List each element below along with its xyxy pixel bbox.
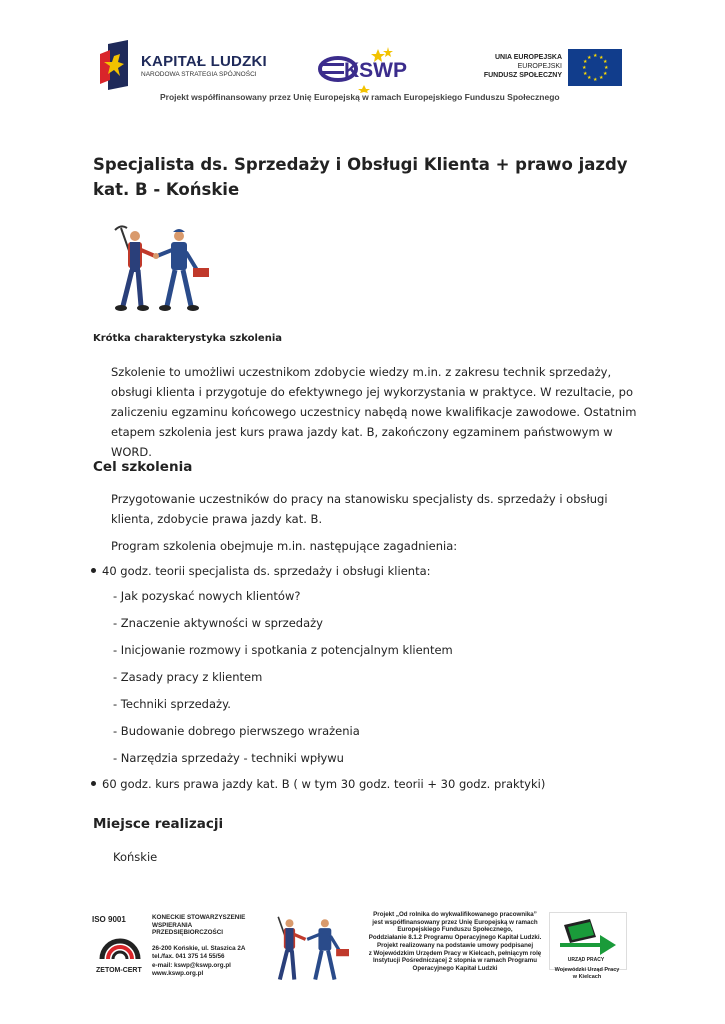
svg-text:★: ★ <box>582 65 587 71</box>
org-name-line: KONECKIE STOWARZYSZENIE <box>152 914 246 921</box>
list-item <box>91 561 431 581</box>
workers-handshake-illustration <box>111 222 215 314</box>
svg-text:★: ★ <box>603 59 608 65</box>
topic-item: - Budowanie dobrego pierwszego wrażenia <box>113 724 360 738</box>
kapital-ludzki-subtitle: NARODOWA STRATEGIA SPÓJNOŚCI <box>141 71 257 78</box>
project-info-line: jest współfinansowany przez Unię Europejską w ramach <box>372 918 538 926</box>
svg-text:★: ★ <box>587 75 592 81</box>
org-address-line: tel./fax. 041 375 14 55/56 <box>152 953 225 961</box>
program-intro: Program szkolenia obejmuje m.in. następujące zagadnienia: <box>111 539 458 553</box>
iso-label: ISO 9001 <box>92 915 126 924</box>
eu-line: EUROPEJSKI <box>517 63 562 70</box>
topic-item: - Zasady pracy z klientem <box>113 670 263 684</box>
location-place: Końskie <box>113 850 158 864</box>
eu-line: FUNDUSZ SPOŁECZNY <box>483 72 562 79</box>
topic-item: - Inicjowanie rozmowy i spotkania z potencjalnym klientem <box>113 643 453 657</box>
org-address-line: 26-200 Końskie, ul. Staszica 2A <box>152 945 246 952</box>
project-cofinance-line: Projekt współfinansowany przez Unię Europejską w ramach Europejskiego Funduszu Społecznego <box>160 92 560 102</box>
org-name-line: PRZEDSIĘBIORCZOŚCI <box>152 929 224 936</box>
kswp-logo-text: KSWP <box>344 59 407 82</box>
project-info-line: Poddziałanie 8.1.2 Programu Operacyjnego Kapitał Ludzki. <box>368 934 542 942</box>
project-info-line: Projekt realizowany na podstawie umowy podpisanej <box>376 941 534 949</box>
bullet-text: 60 godz. kurs prawa jazdy kat. B ( w tym 30 godz. teorii + 30 godz. praktyki) <box>102 777 546 791</box>
bullet-text: 40 godz. teorii specjalista ds. sprzedaży i obsługi klienta: <box>102 564 431 578</box>
svg-text:★: ★ <box>583 71 588 77</box>
list-item <box>91 774 545 794</box>
characteristics-text: Szkolenie to umożliwi uczestnikom zdobycie wiedzy m.in. z zakresu technik sprzedaży, obsługi klienta i przygotuje do efektywnego jej wykorzystania w praktyce. W rezultacie, po zaliczeniu egzaminu końcowego uczestnicy nabędą nowe kwalifikacje zawodowe. Ostatnim etapem szkolenia jest kurs prawa jazdy kat. B, zakończony egzaminem państwowym w WORD. <box>111 365 637 459</box>
eu-text <box>482 53 562 80</box>
topic-item: - Narzędzia sprzedaży - techniki wpływu <box>113 751 344 765</box>
zetom-cert-logo <box>98 927 142 963</box>
goal-text: Przygotowanie uczestników do pracy na stanowisku specjalisty ds. sprzedaży i obsługi klienta, zdobycie prawa jazdy kat. B. <box>111 492 608 526</box>
topic-item: - Jak pozyskać nowych klientów? <box>113 589 301 603</box>
org-address <box>152 945 262 978</box>
svg-text:★: ★ <box>603 71 608 77</box>
org-name-line: WSPIERANIA <box>152 921 193 929</box>
org-address-line: e-mail: kswp@kswp.org.pl <box>152 961 231 969</box>
wup-label <box>551 967 623 980</box>
project-info <box>360 911 550 973</box>
svg-text:★: ★ <box>593 77 598 83</box>
eu-line: UNIA EUROPEJSKA <box>494 54 562 61</box>
svg-text:★: ★ <box>599 55 604 61</box>
zetom-cert-label: ZETOM-CERT <box>96 967 142 974</box>
topic-item: - Techniki sprzedaży. <box>113 697 231 711</box>
org-name <box>152 914 257 937</box>
page-title: Specjalista ds. Sprzedaży i Obsługi Klienta + prawo jazdy kat. B - Końskie <box>93 155 628 199</box>
project-info-line: Europejskiego Funduszu Społecznego, <box>397 926 513 934</box>
bullet-icon <box>91 781 96 786</box>
project-info-line: Instytucji Pośredniczącej 2 stopnia w ramach Programu <box>372 957 538 965</box>
svg-text:★: ★ <box>587 55 592 61</box>
svg-text:★: ★ <box>583 59 588 65</box>
bullet-icon <box>91 568 96 573</box>
project-info-line: z Wojewódzkim Urzędem Pracy w Kielcach, pełniącym rolę <box>368 949 542 957</box>
goal-heading: Cel szkolenia <box>93 459 193 475</box>
location-heading: Miejsce realizacji <box>93 816 224 832</box>
project-info-line: Projekt „Od rolnika do wykwalifikowanego pracownika” <box>373 911 537 918</box>
svg-text:★: ★ <box>604 65 609 71</box>
kapital-ludzki-title: KAPITAŁ LUDZKI <box>141 53 267 70</box>
topic-item: - Znaczenie aktywności w sprzedaży <box>113 616 323 630</box>
wup-line: Wojewódzki Urząd Pracy <box>554 967 620 973</box>
kapital-ludzki-flag-icon <box>100 40 140 90</box>
svg-text:★: ★ <box>593 53 598 59</box>
svg-text:★: ★ <box>599 75 604 81</box>
org-address-line: www.kswp.org.pl <box>152 969 204 977</box>
workers-handshake-illustration-small <box>268 912 356 986</box>
urzad-pracy-label: URZĄD PRACY <box>567 957 605 963</box>
eu-flag-icon <box>568 49 622 86</box>
kswp-logo <box>318 45 410 93</box>
project-info-line: Operacyjnego Kapitał Ludzki <box>412 964 498 972</box>
wup-line: w Kielcach <box>572 973 602 980</box>
characteristics-heading: Krótka charakterystyka szkolenia <box>93 333 283 344</box>
